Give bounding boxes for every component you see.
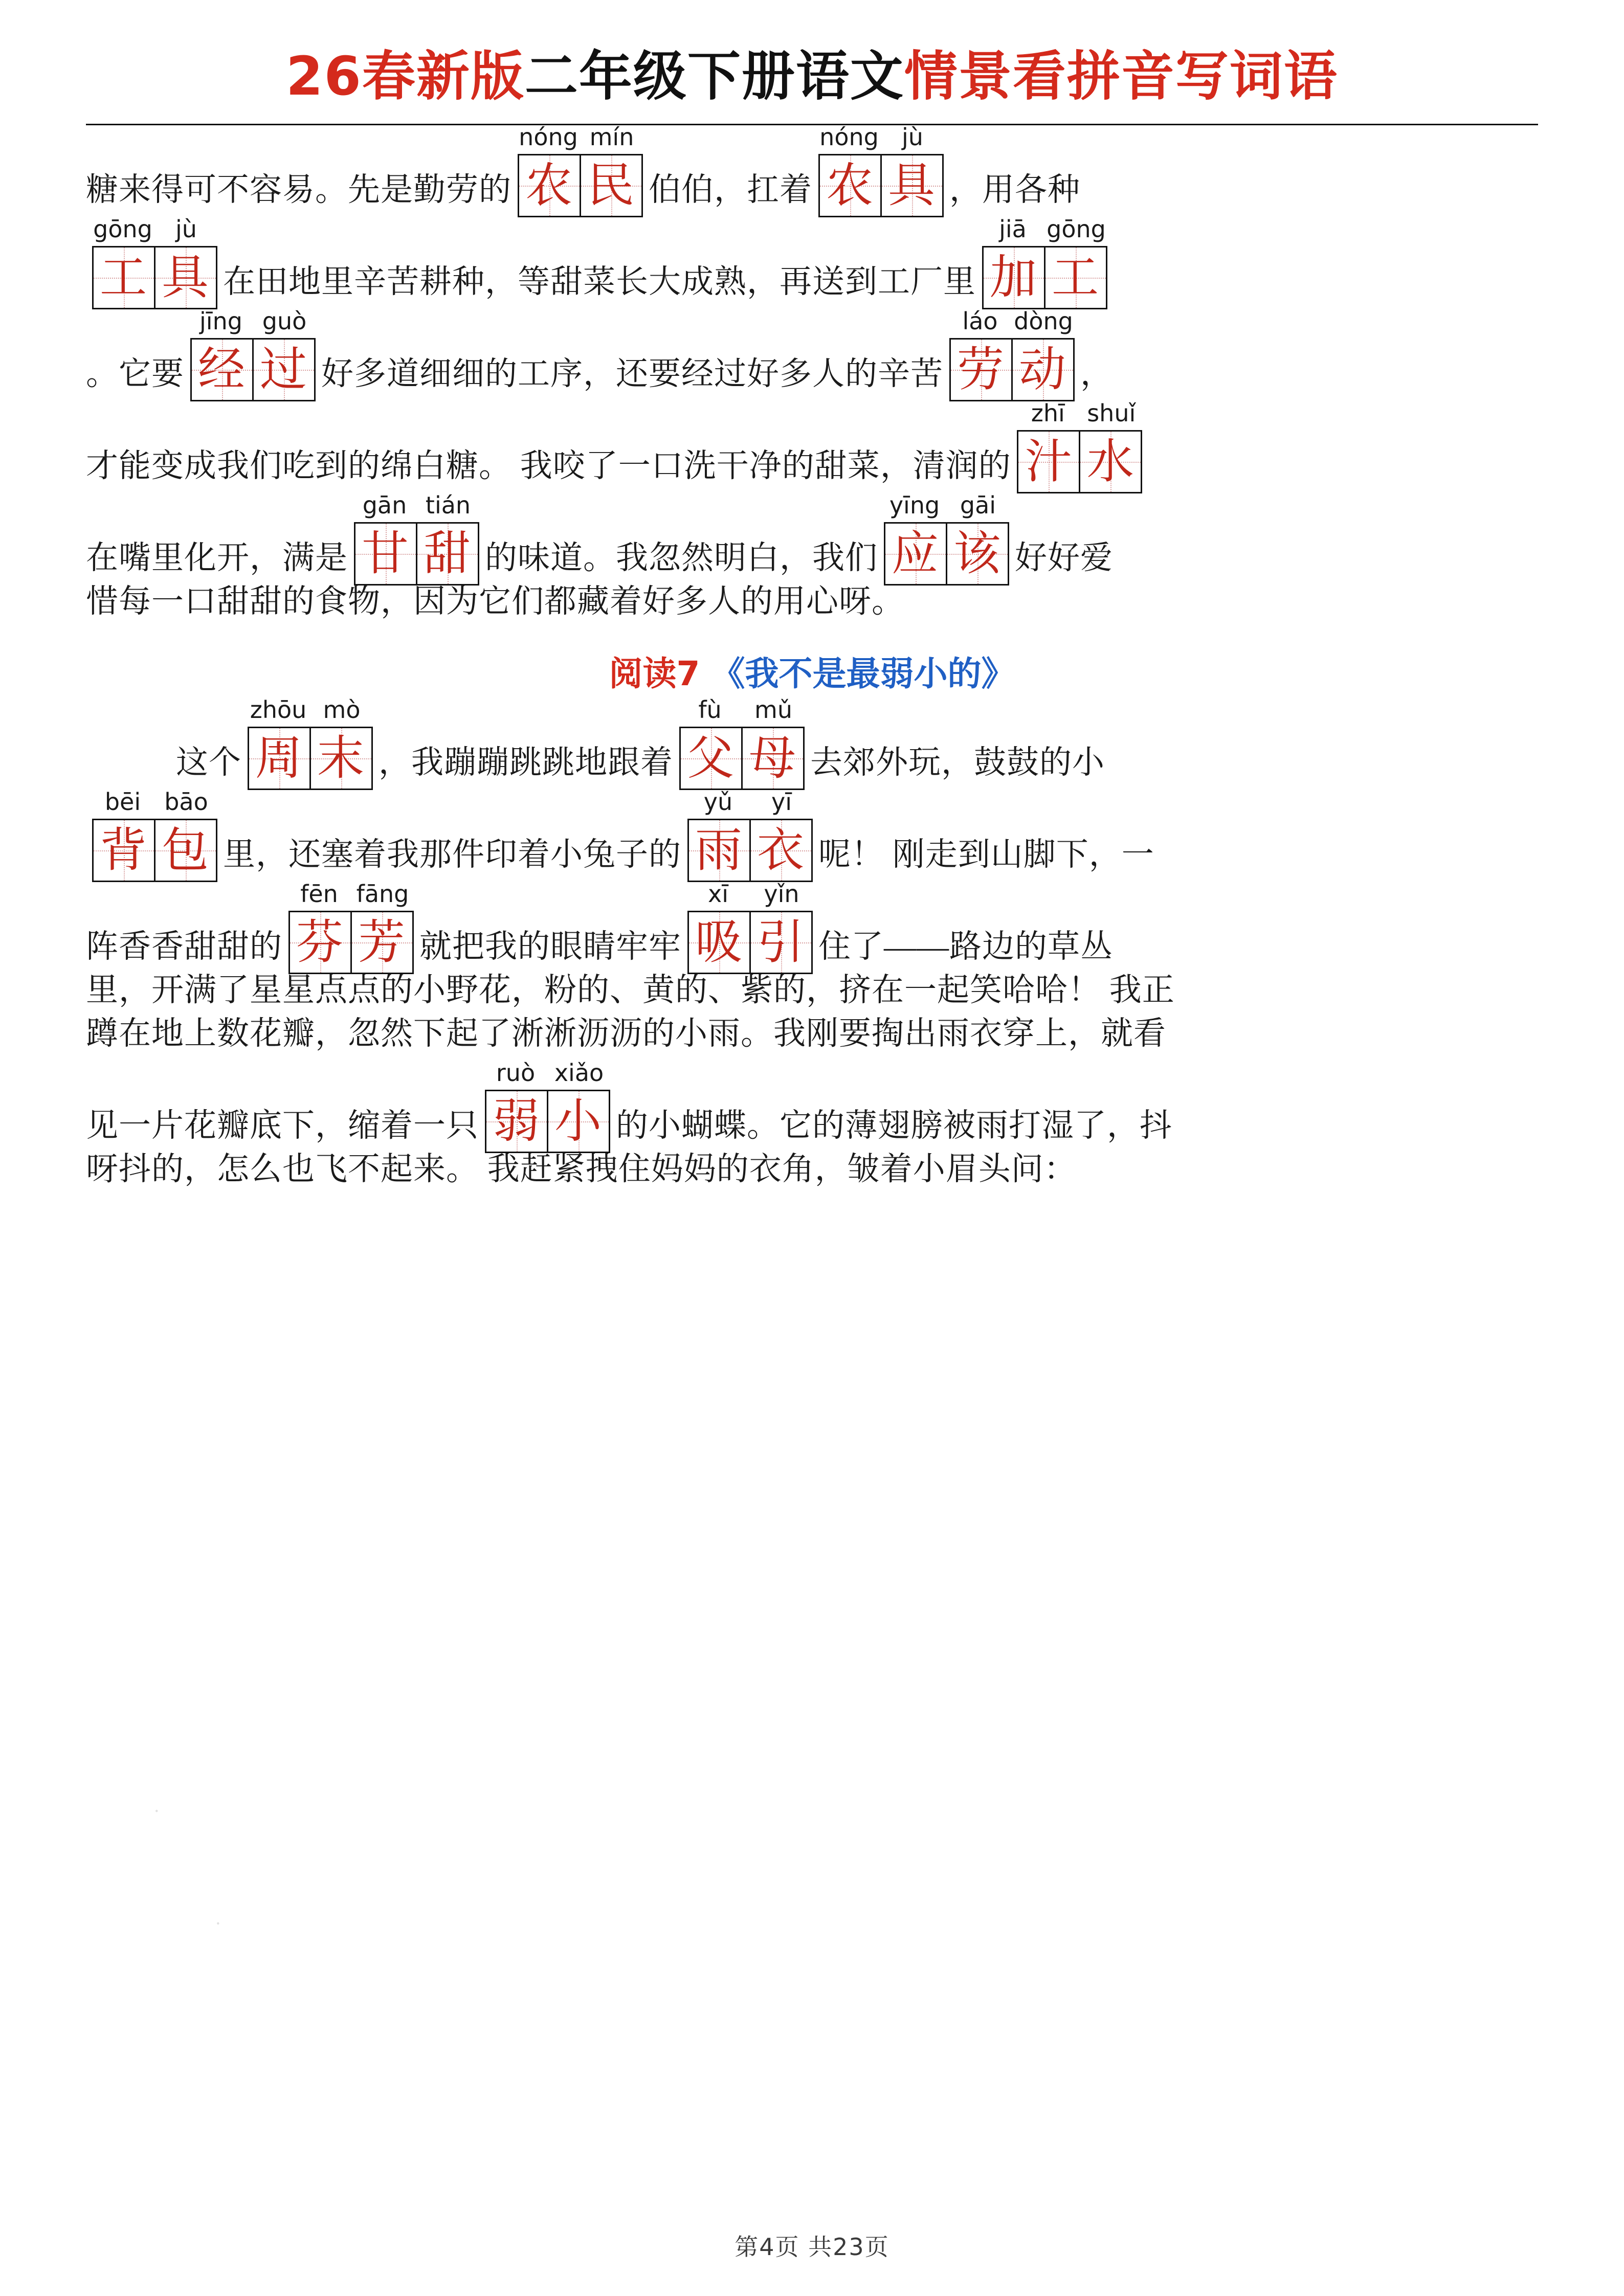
pinyin-label — [91, 790, 218, 814]
tianzige-cell[interactable] — [309, 728, 371, 789]
tianzige-cell[interactable] — [749, 912, 811, 973]
section-heading — [86, 646, 1538, 695]
pencil-smudge-decoration-2: · — [213, 1912, 223, 1935]
line-text: 在嘴里化开，满是 — [86, 540, 348, 576]
tianzige-grid[interactable] — [982, 246, 1107, 309]
pinyin-syllable: gōng — [93, 215, 152, 243]
tianzige-cell[interactable] — [880, 155, 942, 216]
pinyin-label — [484, 1061, 611, 1085]
tianzige-cell[interactable] — [580, 155, 641, 216]
tianzige-cell[interactable] — [154, 247, 216, 308]
tianzige-cell[interactable] — [984, 247, 1044, 308]
tianzige-grid[interactable] — [949, 338, 1075, 401]
handwritten-character: 弱 — [492, 1094, 540, 1149]
tianzige-grid[interactable] — [884, 522, 1009, 586]
pinyin-label — [91, 217, 218, 241]
pinyin-word-box — [686, 882, 813, 974]
handwritten-character: 应 — [891, 526, 939, 581]
handwritten-character: 引 — [757, 915, 805, 970]
line-text: ， — [1080, 356, 1113, 392]
pinyin-word-box — [91, 790, 218, 882]
pinyin-syllable: mò — [323, 696, 361, 724]
pinyin-syllable: yīng — [889, 491, 940, 520]
pinyin-syllable: jīng — [199, 307, 242, 335]
pinyin-syllable: zhī — [1031, 399, 1065, 427]
tianzige-grid[interactable] — [92, 246, 217, 309]
pinyin-label — [686, 790, 813, 814]
handwritten-character: 加 — [989, 250, 1037, 305]
pinyin-word-box — [353, 493, 480, 586]
pinyin-syllable: láo — [962, 307, 998, 335]
line-text: 阵香香甜甜的 — [86, 929, 282, 965]
tianzige-grid[interactable] — [92, 819, 217, 882]
handwritten-character: 芳 — [358, 915, 406, 970]
handwritten-character: 甘 — [361, 526, 409, 581]
handwritten-character: 包 — [161, 823, 209, 878]
handwritten-character: 父 — [686, 731, 735, 786]
tianzige-cell[interactable] — [355, 524, 416, 584]
pinyin-word-box — [981, 217, 1108, 309]
tianzige-cell[interactable] — [1044, 247, 1106, 308]
pinyin-word-box — [189, 309, 316, 401]
tianzige-cell[interactable] — [689, 912, 749, 973]
line-text: ，用各种 — [949, 172, 1080, 208]
passage-2 — [86, 698, 1538, 1197]
pinyin-syllable: bāo — [164, 788, 208, 816]
line-text: 好多道细细的工序，还要经过好多人的辛苦 — [321, 356, 943, 392]
handwritten-character: 甜 — [423, 526, 471, 581]
pinyin-syllable: fēn — [300, 880, 338, 908]
handwritten-character: 汁 — [1025, 434, 1073, 489]
text-line — [86, 401, 1538, 493]
pinyin-syllable: jiā — [999, 215, 1027, 243]
handwritten-character: 民 — [587, 158, 635, 213]
tianzige-grid[interactable] — [518, 154, 643, 217]
pinyin-syllable: jù — [175, 215, 197, 243]
pinyin-syllable: yī — [771, 788, 792, 816]
pinyin-label — [948, 309, 1075, 333]
pinyin-syllable: zhōu — [250, 696, 307, 724]
handwritten-character: 小 — [554, 1094, 602, 1149]
pinyin-syllable: fāng — [356, 880, 409, 908]
pinyin-label — [686, 882, 813, 906]
handwritten-character: 工 — [99, 250, 147, 305]
tianzige-cell[interactable] — [290, 912, 350, 973]
tianzige-cell[interactable] — [154, 820, 216, 881]
tianzige-grid[interactable] — [1017, 430, 1142, 493]
tianzige-grid[interactable] — [248, 727, 373, 790]
tianzige-grid[interactable] — [818, 154, 944, 217]
handwritten-character: 经 — [197, 342, 246, 397]
line-text: 在田地里辛苦耕种，等甜菜长大成熟，再送到工厂里 — [223, 264, 976, 300]
pinyin-syllable: xiǎo — [554, 1059, 604, 1087]
line-text: 的小蝴蝶。它的薄翅膀被雨打湿了，抖 — [616, 1108, 1172, 1144]
handwritten-character: 水 — [1086, 434, 1134, 489]
handwritten-character: 母 — [748, 731, 796, 786]
text-line — [86, 974, 1538, 1018]
title-part-3: 情景看拼音写词语 — [904, 45, 1338, 107]
handwritten-character: 农 — [826, 158, 874, 213]
pinyin-syllable: mín — [589, 123, 634, 151]
tianzige-grid[interactable] — [485, 1090, 610, 1153]
handwritten-character: 芬 — [296, 915, 344, 970]
line-text: 里，还塞着我那件印着小兔子的 — [223, 837, 681, 873]
pinyin-word-box — [1016, 401, 1143, 493]
line-text: 住了——路边的草丛 — [818, 929, 1113, 965]
text-line — [86, 493, 1538, 586]
tianzige-grid[interactable] — [687, 819, 813, 882]
line-text: 这个 — [176, 745, 241, 781]
pinyin-label — [981, 217, 1108, 241]
line-text: 糖来得可不容易。先是勤劳的 — [86, 172, 511, 208]
page-title — [0, 0, 1624, 105]
text-line — [86, 1153, 1538, 1197]
tianzige-cell[interactable] — [1011, 340, 1073, 400]
tianzige-cell[interactable] — [519, 155, 580, 216]
pinyin-label — [189, 309, 316, 333]
pinyin-syllable: bēi — [104, 788, 141, 816]
pinyin-word-box — [287, 882, 414, 974]
pinyin-syllable: fù — [698, 696, 722, 724]
handwritten-character: 农 — [525, 158, 573, 213]
pencil-smudge-decoration: · — [152, 1800, 162, 1822]
tianzige-cell[interactable] — [94, 247, 154, 308]
tianzige-cell[interactable] — [1018, 432, 1079, 492]
text-line — [86, 790, 1538, 882]
line-text: 去郊外玩，鼓鼓的小 — [810, 745, 1105, 781]
handwritten-character: 吸 — [695, 915, 743, 970]
title-part-1: 26春新版 — [286, 45, 525, 107]
pinyin-word-box — [883, 493, 1010, 586]
line-text: 。它要 — [86, 356, 184, 392]
pinyin-word-box — [686, 790, 813, 882]
text-line — [86, 125, 1538, 217]
line-text: 的味道。我忽然明白，我们 — [485, 540, 878, 576]
tianzige-grid[interactable] — [288, 911, 414, 974]
pinyin-syllable: yǔ — [703, 788, 733, 816]
handwritten-character: 衣 — [757, 823, 805, 878]
pinyin-word-box — [91, 217, 218, 309]
pinyin-syllable: tián — [425, 491, 471, 520]
pinyin-syllable: shuǐ — [1087, 399, 1136, 427]
text-line — [86, 698, 1538, 790]
tianzige-cell[interactable] — [94, 820, 154, 881]
text-line — [86, 1018, 1538, 1061]
pinyin-label — [517, 125, 643, 149]
tianzige-grid[interactable] — [354, 522, 479, 586]
handwritten-character: 工 — [1051, 250, 1099, 305]
section-label: 阅读7 — [609, 654, 700, 694]
handwritten-character: 动 — [1018, 342, 1066, 397]
pinyin-word-box — [247, 698, 373, 790]
title-part-2: 二年级下册语文 — [524, 45, 904, 107]
handwritten-character: 雨 — [695, 823, 743, 878]
line-text: 见一片花瓣底下，缩着一只 — [86, 1108, 479, 1144]
pinyin-syllable: gāi — [960, 491, 996, 520]
pinyin-syllable: dòng — [1014, 307, 1073, 335]
page-footer: 第4页 共23页 — [735, 2233, 889, 2261]
pinyin-label — [817, 125, 944, 149]
tianzige-cell[interactable] — [350, 912, 412, 973]
tianzige-grid[interactable] — [190, 338, 316, 401]
pinyin-word-box — [948, 309, 1075, 401]
line-text: 就把我的眼睛牢牢 — [419, 929, 681, 965]
text-line — [86, 217, 1538, 309]
pinyin-syllable: gōng — [1047, 215, 1106, 243]
pinyin-syllable: jù — [902, 123, 923, 151]
passage-1 — [86, 125, 1538, 629]
tianzige-grid[interactable] — [687, 911, 813, 974]
pinyin-word-box — [484, 1061, 611, 1153]
pinyin-syllable: ruò — [496, 1059, 536, 1087]
tianzige-cell[interactable] — [689, 820, 749, 881]
pinyin-word-box — [678, 698, 805, 790]
pinyin-syllable: yǐn — [764, 880, 799, 908]
line-text: 里，开满了星星点点的小野花，粉的、黄的、紫的，挤在一起笑哈哈！ 我正 — [86, 972, 1175, 1008]
line-text: 好好爱 — [1015, 540, 1113, 576]
pinyin-word-box — [817, 125, 944, 217]
tianzige-grid[interactable] — [679, 727, 805, 790]
text-line — [86, 1061, 1538, 1153]
line-text: 惜每一口甜甜的食物，因为它们都藏着好多人的用心呀。 — [86, 583, 904, 620]
tianzige-cell[interactable] — [486, 1091, 547, 1152]
handwritten-character: 具 — [887, 158, 936, 213]
tianzige-cell[interactable] — [741, 728, 803, 789]
section-title: 《我不是最弱小的》 — [711, 654, 1015, 694]
handwritten-character: 过 — [259, 342, 307, 397]
tianzige-cell[interactable] — [252, 340, 314, 400]
tianzige-cell[interactable] — [885, 524, 946, 584]
pinyin-label — [353, 491, 480, 520]
tianzige-cell[interactable] — [249, 728, 309, 789]
line-text: 才能变成我们吃到的绵白糖。 我咬了一口洗干净的甜菜，清润的 — [86, 448, 1011, 484]
tianzige-cell[interactable] — [681, 728, 741, 789]
pinyin-syllable: gān — [362, 491, 407, 520]
tianzige-cell[interactable] — [547, 1091, 609, 1152]
tianzige-cell[interactable] — [946, 524, 1008, 584]
handwritten-character: 末 — [317, 731, 365, 786]
line-text: 蹲在地上数花瓣，忽然下起了淅淅沥沥的小雨。我刚要掏出雨衣穿上，就看 — [86, 1016, 1166, 1052]
tianzige-cell[interactable] — [416, 524, 478, 584]
handwritten-character: 该 — [953, 526, 1001, 581]
pinyin-label — [678, 698, 805, 722]
tianzige-cell[interactable] — [1079, 432, 1141, 492]
tianzige-cell[interactable] — [951, 340, 1011, 400]
handwritten-character: 劳 — [956, 342, 1005, 397]
line-text: 呀抖的，怎么也飞不起来。 我赶紧拽住妈妈的衣角，皱着小眉头问： — [86, 1151, 1077, 1187]
handwritten-character: 周 — [255, 731, 303, 786]
document-body — [0, 125, 1624, 1197]
pinyin-label — [883, 491, 1010, 520]
text-line — [86, 583, 1538, 629]
tianzige-cell[interactable] — [192, 340, 252, 400]
line-text: 伯伯，扛着 — [649, 172, 812, 208]
pinyin-label — [1016, 401, 1143, 425]
pinyin-syllable: guò — [262, 307, 307, 335]
text-line — [86, 309, 1538, 401]
pinyin-label — [247, 698, 373, 722]
pinyin-syllable: nóng — [519, 123, 578, 151]
tianzige-cell[interactable] — [749, 820, 811, 881]
pinyin-syllable: xī — [707, 880, 728, 908]
pinyin-label — [287, 882, 414, 906]
pinyin-word-box — [517, 125, 643, 217]
handwritten-character: 背 — [99, 823, 147, 878]
tianzige-cell[interactable] — [820, 155, 880, 216]
text-line — [86, 882, 1538, 974]
pinyin-syllable: nóng — [819, 123, 879, 151]
line-text: 呢！ 刚走到山脚下，一 — [818, 837, 1154, 873]
handwritten-character: 具 — [161, 250, 209, 305]
pinyin-syllable: mǔ — [754, 696, 792, 724]
line-text: ，我蹦蹦跳跳地跟着 — [379, 745, 673, 781]
